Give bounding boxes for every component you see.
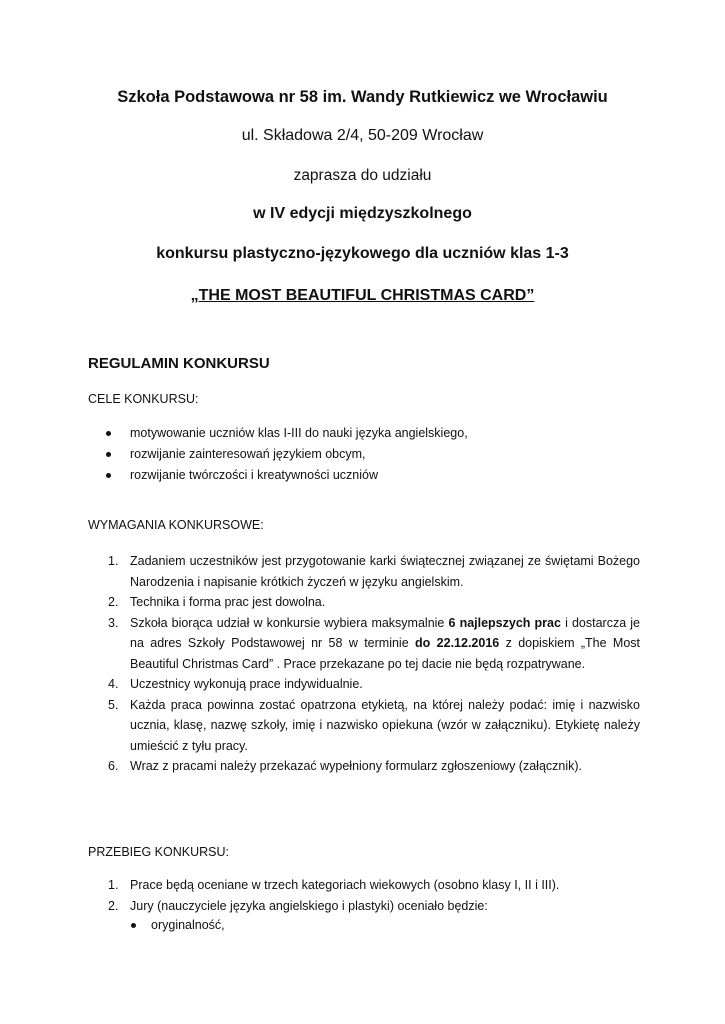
list-item xyxy=(104,444,468,465)
list-item xyxy=(108,695,640,757)
list-item xyxy=(131,915,225,936)
list-item-text: Każda praca powinna zostać opatrzona etykietą, na której należy podać: imię i nazwisko ucznia, klasę, nazwę szkoły, imię i nazwisko opiekuna (wzór w załączniku). Etykietę należy umieścić z tyłu pracy. xyxy=(130,697,640,753)
cele-list xyxy=(104,423,468,486)
bullet-icon xyxy=(106,431,111,436)
list-number: 2. xyxy=(108,595,119,609)
invitation-line: zaprasza do udziału xyxy=(293,167,432,184)
list-item-text: Uczestnicy wykonują prace indywidualnie. xyxy=(130,677,363,691)
cele-heading: CELE KONKURSU: xyxy=(88,392,199,406)
list-number: 3. xyxy=(108,615,119,630)
contest-title: „THE MOST BEAUTIFUL CHRISTMAS CARD” xyxy=(190,287,535,304)
wymagania-heading: WYMAGANIA KONKURSOWE: xyxy=(88,518,264,532)
bullet-icon xyxy=(106,473,111,478)
list-item-text-part: z dopiskiem „The Most Beautiful Christmas Card” . Prace przekazane po tej dacie nie będą rozpatrywane. xyxy=(130,636,640,671)
list-number: 6. xyxy=(108,759,119,773)
list-item-text: rozwijanie zainteresowań językiem obcym, xyxy=(130,447,366,461)
list-number: 1. xyxy=(108,878,119,892)
list-item xyxy=(108,551,640,592)
list-item-text: Wraz z pracami należy przekazać wypełniony formularz zgłoszeniowy (załącznik). xyxy=(130,759,583,773)
list-number: 5. xyxy=(108,697,119,712)
bullet-icon xyxy=(131,923,136,928)
wymagania-list xyxy=(108,551,640,777)
list-item xyxy=(104,423,468,444)
highlight-text: 6 najlepszych prac xyxy=(448,615,561,630)
list-item xyxy=(108,896,640,917)
list-item xyxy=(108,592,640,613)
list-item xyxy=(108,756,640,777)
list-item-text-part: i dostarcza je na adres Szkoły Podstawowej nr 58 w terminie xyxy=(130,615,640,650)
edition-line: w IV edycji międzyszkolnego xyxy=(253,205,472,222)
school-name: Szkoła Podstawowa nr 58 im. Wandy Rutkiewicz we Wrocławiu xyxy=(117,88,608,106)
list-number: 4. xyxy=(108,677,119,691)
list-item-text: Zadaniem uczestników jest przygotowanie karki świątecznej związanej ze świętami Bożego Narodzenia i napisanie krótkich życzeń w języku angielskim. xyxy=(130,554,640,589)
list-item-text: Prace będą oceniane w trzech kategoriach wiekowych (osobno klasy I, II i III). xyxy=(130,878,560,892)
list-item-text-part: Szkoła biorąca udział w konkursie wybiera maksymalnie xyxy=(130,615,449,630)
list-item xyxy=(104,465,468,486)
przebieg-list xyxy=(108,875,640,916)
criteria-list xyxy=(131,915,225,936)
list-item-text: oryginalność, xyxy=(151,918,225,932)
przebieg-heading: PRZEBIEG KONKURSU: xyxy=(88,845,229,859)
bullet-icon xyxy=(106,452,111,457)
list-item xyxy=(108,674,640,695)
list-item-text: Jury (nauczyciele języka angielskiego i plastyki) oceniało będzie: xyxy=(130,898,488,913)
contest-line: konkursu plastyczno-językowego dla uczniów klas 1-3 xyxy=(156,245,569,262)
list-item-text: Technika i forma prac jest dowolna. xyxy=(130,595,326,609)
deadline-text: do 22.12.2016 xyxy=(415,636,500,650)
list-item-text: motywowanie uczniów klas I-III do nauki języka angielskiego, xyxy=(130,426,468,440)
list-item xyxy=(108,875,640,896)
list-number: 1. xyxy=(108,554,119,568)
list-number: 2. xyxy=(108,898,119,913)
list-item-text: rozwijanie twórczości i kreatywności uczniów xyxy=(130,468,378,482)
school-address: ul. Składowa 2/4, 50-209 Wrocław xyxy=(241,127,484,144)
list-item xyxy=(108,613,640,675)
regulamin-heading: REGULAMIN KONKURSU xyxy=(88,355,270,372)
